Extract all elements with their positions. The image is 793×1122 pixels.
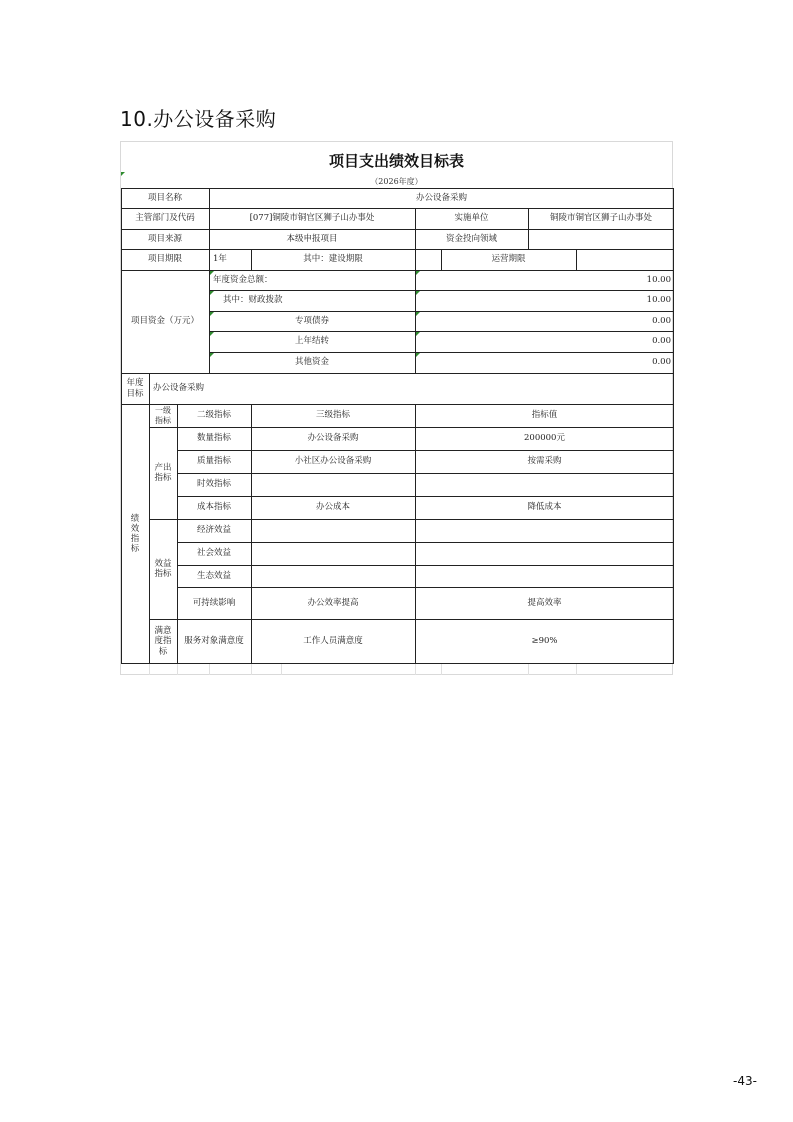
label-period: 项目期限 bbox=[147, 254, 182, 265]
label-benefit: 效益指标 bbox=[154, 558, 172, 579]
header-level2: 二级指标 bbox=[196, 410, 231, 421]
label-annual-target: 年度目标 bbox=[126, 378, 144, 399]
value-source: 本级申报项目 bbox=[286, 233, 338, 244]
output-level3: 小社区办公设备采购 bbox=[294, 456, 372, 467]
label-project-name: 项目名称 bbox=[147, 192, 182, 203]
funds-total-value: 10.00 bbox=[646, 274, 671, 285]
output-value: 200000元 bbox=[524, 433, 565, 444]
performance-table-sheet bbox=[120, 141, 673, 675]
benefit-level3: 办公效率提高 bbox=[307, 597, 359, 608]
header-target-value: 指标值 bbox=[531, 410, 558, 421]
output-value bbox=[415, 473, 674, 496]
output-level3: 办公设备采购 bbox=[307, 433, 359, 444]
label-funds: 项目资金（万元） bbox=[130, 316, 199, 327]
label-performance: 绩效指标 bbox=[130, 513, 140, 555]
funds-total-label: 年度资金总额： bbox=[213, 274, 273, 285]
section-heading: 10.办公设备采购 bbox=[120, 107, 277, 131]
benefit-level3 bbox=[251, 519, 415, 542]
header-level1: 一级指标 bbox=[155, 405, 171, 425]
satisfaction-level3: 工作人员满意度 bbox=[303, 636, 363, 647]
funds-fiscal-value: 10.00 bbox=[646, 295, 671, 306]
value-annual-target: 办公设备采购 bbox=[153, 383, 205, 394]
output-value: 按需采购 bbox=[527, 456, 562, 467]
funds-other-value: 0.00 bbox=[652, 357, 671, 368]
value-invest-field bbox=[528, 229, 674, 249]
output-level3 bbox=[251, 473, 415, 496]
value-project-name: 办公设备采购 bbox=[415, 192, 467, 203]
output-level2: 成本指标 bbox=[196, 502, 231, 513]
output-level2: 数量指标 bbox=[196, 433, 231, 444]
benefit-value: 提高效率 bbox=[527, 597, 562, 608]
label-output: 产出指标 bbox=[154, 462, 172, 483]
value-implementer: 铜陵市铜官区狮子山办事处 bbox=[549, 213, 652, 224]
funds-other-label: 其他资金 bbox=[294, 357, 329, 368]
benefit-level2: 经济效益 bbox=[196, 525, 231, 536]
benefit-level3 bbox=[251, 565, 415, 587]
value-department: [077]铜陵市铜官区狮子山办事处 bbox=[249, 213, 375, 224]
table-year: （2026年度） bbox=[370, 177, 423, 186]
value-period: 1年 bbox=[213, 254, 227, 265]
performance-table bbox=[121, 188, 674, 664]
label-invest-field: 资金投向领域 bbox=[445, 233, 497, 244]
benefit-level3 bbox=[251, 542, 415, 565]
satisfaction-value: ≥90% bbox=[531, 636, 558, 647]
label-department: 主管部门及代码 bbox=[135, 213, 195, 224]
value-build-period bbox=[415, 249, 441, 270]
benefit-value bbox=[415, 542, 674, 565]
table-title: 项目支出绩效目标表 bbox=[328, 152, 464, 170]
funds-carryover-label: 上年结转 bbox=[294, 336, 329, 347]
funds-bond-label: 专项债券 bbox=[294, 315, 329, 326]
output-level3: 办公成本 bbox=[315, 502, 350, 513]
output-value: 降低成本 bbox=[527, 502, 562, 513]
benefit-level2: 社会效益 bbox=[196, 548, 231, 559]
output-level2: 时效指标 bbox=[196, 479, 231, 490]
benefit-value bbox=[415, 519, 674, 542]
page-number: -43- bbox=[733, 1074, 757, 1088]
label-implementer: 实施单位 bbox=[454, 213, 489, 224]
value-op-period bbox=[576, 249, 674, 270]
label-satisfaction: 满意度指标 bbox=[154, 626, 172, 657]
header-level3: 三级指标 bbox=[315, 410, 350, 421]
output-level2: 质量指标 bbox=[196, 456, 231, 467]
label-op-period: 运营期限 bbox=[491, 254, 526, 265]
funds-bond-value: 0.00 bbox=[652, 315, 671, 326]
satisfaction-level2: 服务对象满意度 bbox=[184, 636, 244, 647]
funds-fiscal-label: 其中：财政拨款 bbox=[223, 295, 283, 306]
benefit-level2: 生态效益 bbox=[196, 570, 231, 581]
benefit-value bbox=[415, 565, 674, 587]
label-build-period: 其中：建设期限 bbox=[303, 254, 363, 265]
benefit-level2: 可持续影响 bbox=[192, 597, 236, 608]
label-source: 项目来源 bbox=[147, 233, 182, 244]
funds-carryover-value: 0.00 bbox=[652, 336, 671, 347]
